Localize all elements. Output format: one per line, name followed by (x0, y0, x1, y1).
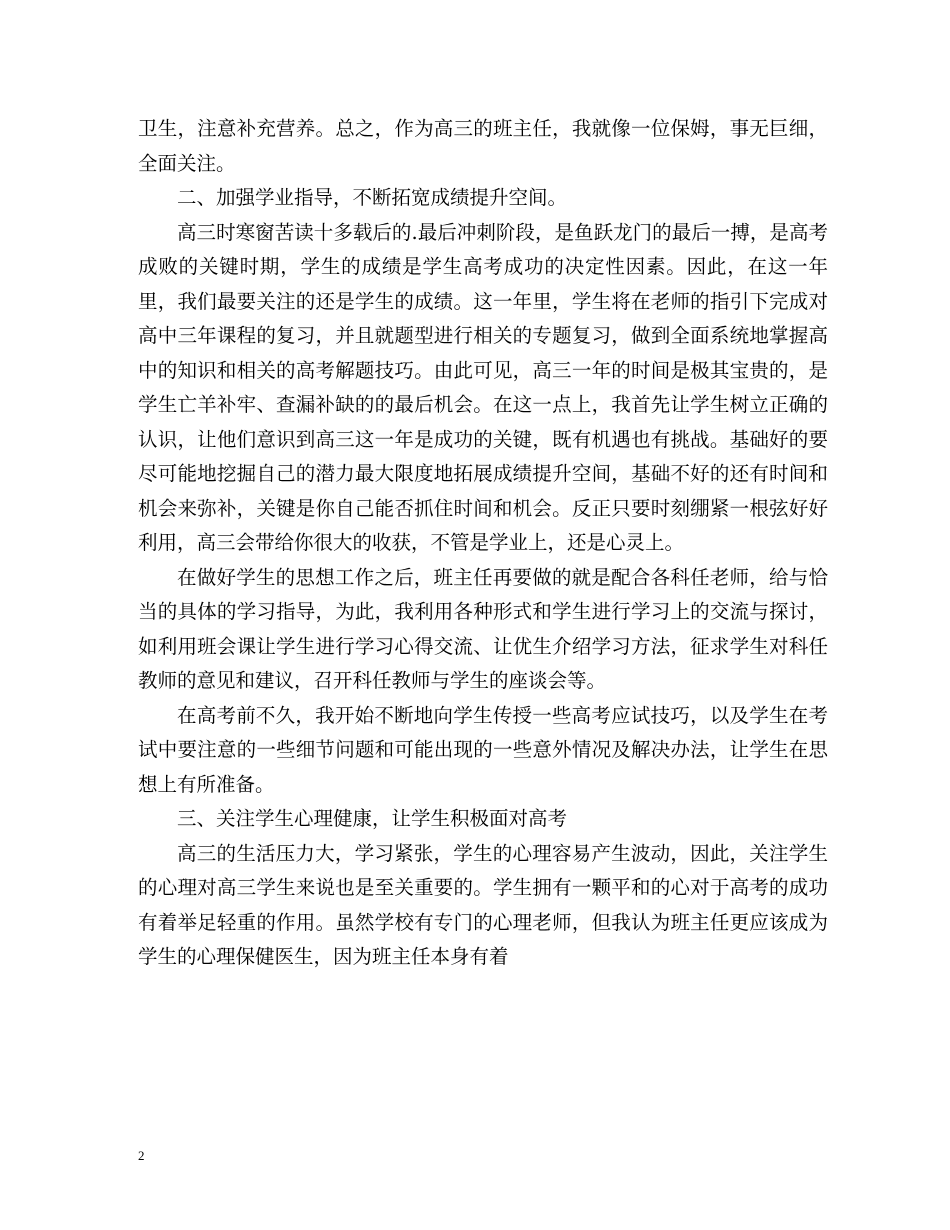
paragraph-5: 在高考前不久，我开始不断地向学生传授一些高考应试技巧，以及学生在考试中要注意的一些细节问题和可能出现的一些意外情况及解决办法，让学生在思想上有所准备。 (138, 703, 828, 796)
section-heading-3: 三、关注学生心理健康，让学生积极面对高考 (177, 807, 568, 830)
paragraph-3: 高三时寒窗苦读十多载后的.最后冲刺阶段，是鱼跃龙门的最后一搏，是高考成败的关键时期，学生的成绩是学生高考成功的决定性因素。因此，在这一年里，我们最要关注的还是学生的成绩。这一年里，学生将在老师的指引下完成对高中三年课程的复习，并且就题型进行相关的专题复习，做到全面系统地掌握高中的知识和相关的高考解题技巧。由此可见，高三一年的时间是极其宝贵的，是学生亡羊补牢、查漏补缺的的最后机会。在这一点上，我首先让学生树立正确的认识，让他们意识到高三这一年是成功的关键，既有机遇也有挑战。基础好的要尽可能地挖掘自己的潜力最大限度地拓展成绩提升空间，基础不好的还有时间和机会来弥补，关键是你自己能否抓住时间和机会。反正只要时刻绷紧一根弦好好利用，高三会带给你很大的收获，不管是学业上，还是心灵上。 (138, 220, 828, 554)
page-number: 2 (138, 1148, 145, 1163)
document-body (138, 112, 828, 975)
paragraph-1: 卫生，注意补充营养。总之，作为高三的班主任，我就像一位保姆，事无巨细，全面关注。 (138, 117, 828, 175)
paragraph-4: 在做好学生的思想工作之后，班主任再要做的就是配合各科任老师，给与恰当的具体的学习指导，为此，我利用各种形式和学生进行学习上的交流与探讨，如利用班会课让学生进行学习心得交流、让优生介绍学习方法，征求学生对科任教师的意见和建议，召开科任教师与学生的座谈会等。 (138, 565, 828, 692)
section-heading-2: 二、加强学业指导，不断拓宽成绩提升空间。 (177, 186, 568, 209)
paragraph-7: 高三的生活压力大，学习紧张，学生的心理容易产生波动，因此，关注学生的心理对高三学生来说也是至关重要的。学生拥有一颗平和的心对于高考的成功有着举足轻重的作用。虽然学校有专门的心理老师，但我认为班主任更应该成为学生的心理保健医生，因为班主任本身有着 (138, 841, 828, 968)
